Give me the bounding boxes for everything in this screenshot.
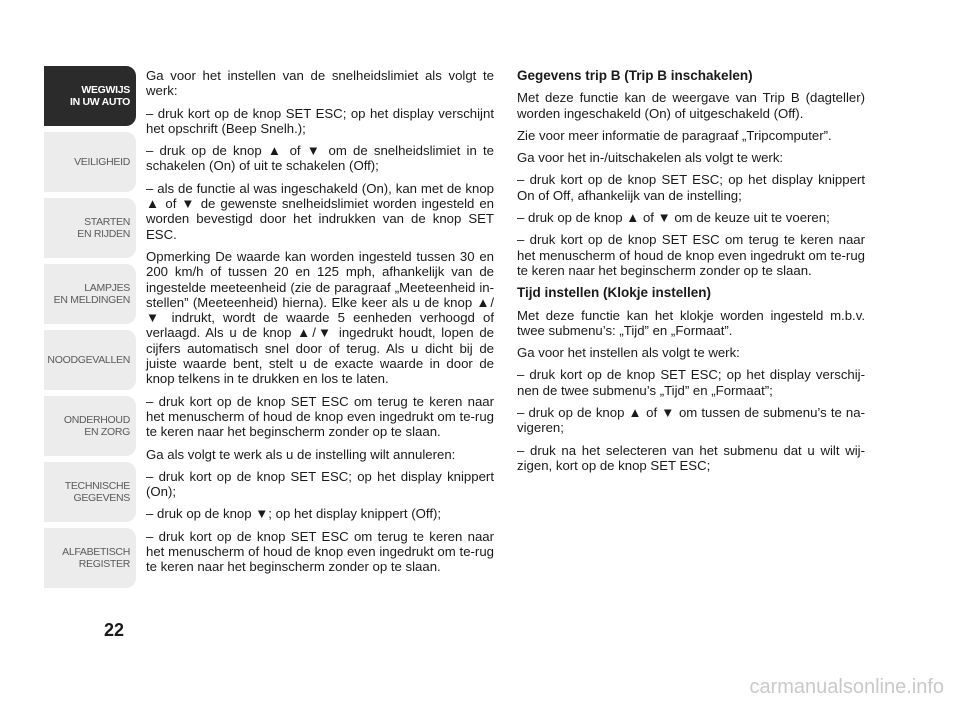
tab-label: NOODGEVALLEN (47, 354, 130, 366)
tab-wegwijs[interactable] (44, 66, 136, 126)
section-heading: Tijd instellen (Klokje instellen) (517, 285, 712, 301)
tab-starten[interactable] (44, 198, 136, 258)
paragraph: – druk op de knop ▲ of ▼ om de keuze uit te voeren; (517, 210, 830, 226)
tab-label: ALFABETISCH REGISTER (62, 546, 130, 570)
tab-veiligheid[interactable] (44, 132, 136, 192)
tab-lampjes[interactable] (44, 264, 136, 324)
tab-label: VEILIGHEID (74, 156, 130, 168)
paragraph: – druk kort op de knop SET ESC; op het display verschijnt het opschrift (Beep Snelh.); (146, 105, 494, 136)
paragraph: Met deze functie kan het klokje worden ingesteld m.b.v. twee submenu’s: „Tijd” en „Formaat”. (517, 307, 865, 338)
watermark: carmanualsonline.info (749, 676, 944, 698)
tab-label: TECHNISCHE GEGEVENS (64, 480, 130, 504)
tab-label: WEGWIJS IN UW AUTO (70, 84, 130, 108)
tab-noodgevallen[interactable] (44, 330, 136, 390)
page-number: 22 (104, 620, 125, 640)
paragraph: – druk kort op de knop SET ESC om terug te keren naar het menuscherm of houd de knop even ingedrukt om te-rug te keren naar het beginscherm zonder op te slaan. (146, 393, 494, 440)
section-heading: Gegevens trip B (Trip B inschakelen) (517, 68, 753, 83)
paragraph: Ga voor het instellen als volgt te werk: (517, 345, 740, 361)
paragraph: – als de functie al was ingeschakeld (On), kan met de knop ▲ of ▼ de gewenste snelheidslimiet worden ingesteld en worden bevestigd door het indrukken van de knop SET ESC. (146, 180, 494, 242)
paragraph: Met deze functie kan de weergave van Trip B (dagteller) worden ingeschakeld (On) of uitgeschakeld (Off). (517, 90, 865, 121)
paragraph: Ga voor het instellen van de snelheidslimiet als volgt te werk: (146, 68, 494, 99)
paragraph: Ga als volgt te werk als u de instelling wilt annuleren: (146, 446, 456, 462)
tab-label: STARTEN EN RIJDEN (77, 216, 130, 240)
paragraph: – druk op de knop ▼; op het display knippert (Off); (146, 506, 442, 522)
tab-alfabetisch[interactable] (44, 528, 136, 588)
paragraph: – druk kort op de knop SET ESC om terug te keren naar het menuscherm of houd de knop even ingedrukt om te-rug te keren naar het beginscherm zonder op te slaan. (517, 232, 865, 278)
tab-label: LAMPJES EN MELDINGEN (53, 282, 130, 306)
paragraph: – druk na het selecteren van het submenu dat u wilt wij-zigen, kort op de knop SET ESC; (517, 442, 865, 473)
paragraph: – druk op de knop ▲ of ▼ om de snelheidslimiet in te schakelen (On) of uit te schakelen (Off); (146, 143, 494, 174)
tab-label: ONDERHOUD EN ZORG (63, 414, 130, 438)
paragraph: – druk kort op de knop SET ESC; op het display knippert On of Off, afhankelijk van de instelling; (517, 172, 865, 203)
left-column (146, 68, 494, 582)
tab-onderhoud[interactable] (44, 396, 136, 456)
chapter-sidebar (44, 66, 136, 594)
right-column (517, 68, 865, 480)
paragraph: – druk kort op de knop SET ESC; op het display knippert (On); (146, 468, 494, 500)
tab-technische[interactable] (44, 462, 136, 522)
paragraph: Ga voor het in-/uitschakelen als volgt te werk: (517, 150, 784, 166)
paragraph: – druk kort op de knop SET ESC om terug te keren naar het menuscherm of houd de knop even ingedrukt om te-rug te keren naar het beginscherm zonder op te slaan. (146, 528, 494, 575)
paragraph: – druk kort op de knop SET ESC; op het display verschij-nen de twee submenu’s „Tijd” en „Formaat”; (517, 367, 865, 398)
paragraph: Zie voor meer informatie de paragraaf „Tripcomputer”. (517, 127, 832, 143)
paragraph: – druk op de knop ▲ of ▼ om tussen de submenu’s te na-vigeren; (517, 405, 865, 436)
paragraph: Opmerking De waarde kan worden ingesteld tussen 30 en 200 km/h of tussen 20 en 125 mph, afhankelijk van de ingestelde meeteenheid (zie de paragraaf „Meeteenheid in-stellen” (Meeteenheid) hierna). Elke keer als u de knop ▲/▼ indrukt, wordt de waarde 5 eenheden verhoogd of verlaagd. Als u de knop ▲/▼ ingedrukt houdt, lopen de cijfers automatisch snel door of terug. Als u dicht bij de juiste waarde bent, stelt u de exacte waarde in door de knop telkens in te drukken en los te laten. (146, 248, 494, 387)
